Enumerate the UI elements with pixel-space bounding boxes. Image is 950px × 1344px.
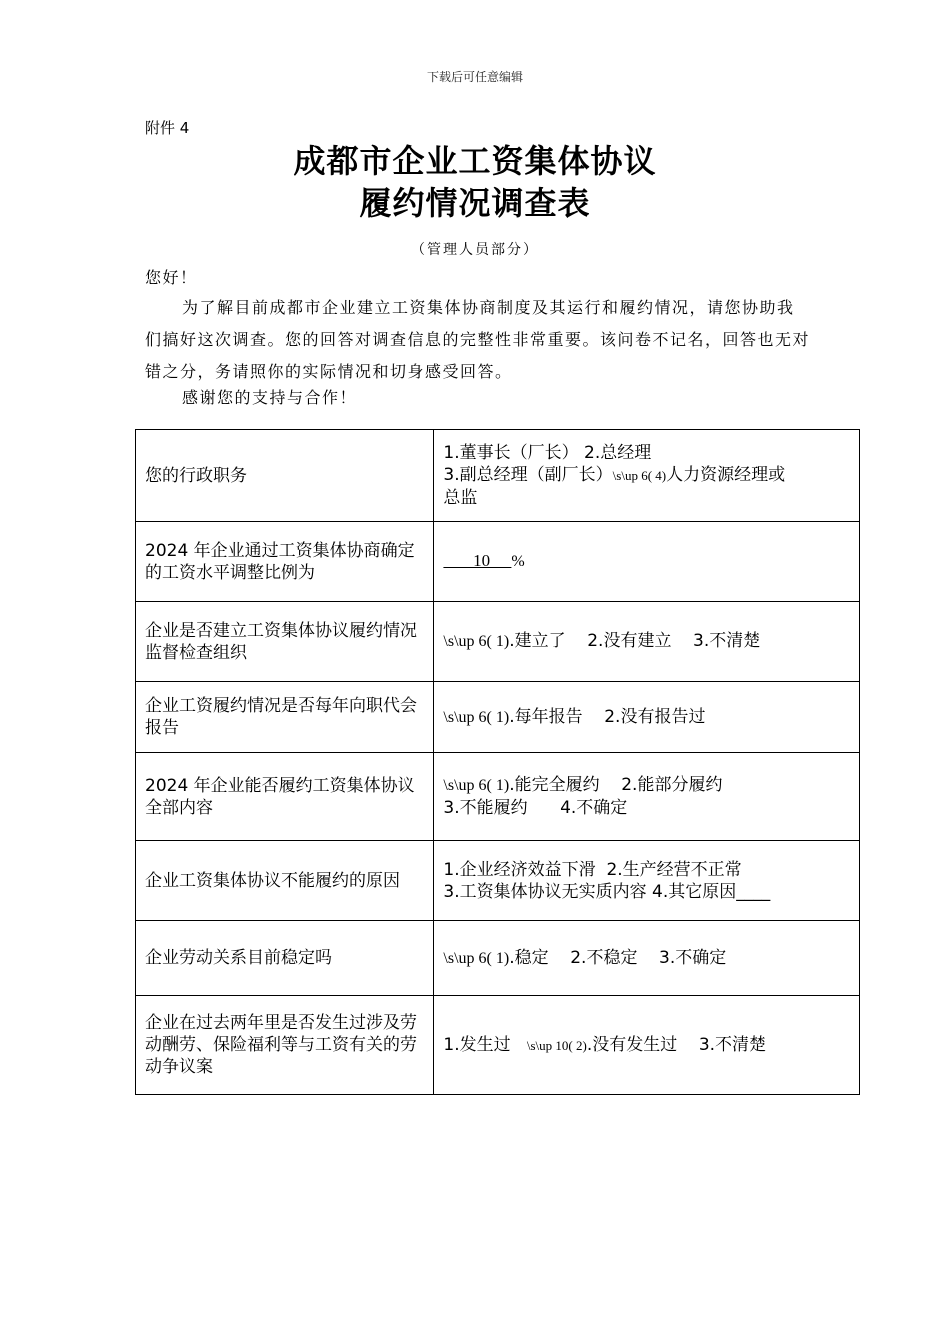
document-subtitle: （管理人员部分） — [411, 242, 539, 258]
answer-text: 1.发生过 — [443, 1034, 527, 1055]
answer-text: .建立了 2.没有建立 3.不清楚 — [509, 631, 761, 651]
intro-paragraph: 为了解目前成都市企业建立工资集体协商制度及其运行和履约情况，请您协助我们搞好这次调查。您的回答对调查信息的完整性非常重要。该问卷不记名，回答也无对错之分，务请照你的实际情况和切身感受回答。 — [145, 298, 811, 381]
fill-blank-value: 10 — [443, 551, 512, 570]
answer-cell — [434, 921, 860, 996]
question-cell: 企业在过去两年里是否发生过涉及劳动酬劳、保险福利等与工资有关的劳动争议案 — [136, 996, 434, 1095]
document-title-line2: 履约情况调查表 — [359, 184, 591, 222]
field-code: \s\up 6( 1) — [443, 777, 510, 794]
answer-cell — [434, 996, 860, 1095]
answer-text: .没有发生过 3.不清楚 — [586, 1034, 767, 1055]
answer-text: .每年报告 2.没有报告过 — [509, 706, 706, 727]
table-row — [136, 430, 860, 522]
answer-cell — [434, 753, 860, 841]
question-cell: 企业工资履约情况是否每年向职代会报告 — [136, 682, 434, 753]
field-code: \s\up 6( 1) — [443, 949, 510, 967]
answer-cell — [434, 522, 860, 602]
attachment-label: 附件 4 — [145, 119, 190, 137]
table-row — [136, 753, 860, 841]
answer-text: .能完全履约 2.能部分履约 — [509, 775, 723, 795]
answer-line: 3.不能履约 4.不确定 — [443, 798, 628, 818]
field-code: \s\up 10( 2) — [526, 1037, 587, 1053]
table-row — [136, 602, 860, 682]
table-row — [136, 841, 860, 921]
page-header: 下载后可任意编辑 — [426, 70, 523, 84]
question-cell: 企业劳动关系目前稳定吗 — [136, 921, 434, 996]
answer-cell — [434, 682, 860, 753]
answer-line: 1.董事长（厂长） 2.总经理 — [443, 443, 652, 463]
document-title-line1: 成都市企业工资集体协议 — [293, 142, 657, 180]
field-code: \s\up 6( 1) — [443, 633, 510, 650]
table-row — [136, 921, 860, 996]
question-cell: 2024 年企业通过工资集体协商确定的工资水平调整比例为 — [136, 522, 434, 602]
answer-cell — [434, 430, 860, 522]
table-row — [136, 522, 860, 602]
answer-line — [443, 774, 850, 797]
answer-text: 3.副总经理（副厂长） — [443, 465, 613, 485]
answer-cell — [434, 602, 860, 682]
question-cell: 企业是否建立工资集体协议履约情况监督检查组织 — [136, 602, 434, 682]
thanks-text: 感谢您的支持与合作！ — [182, 388, 358, 407]
answer-text: 人力资源经理或 — [666, 465, 786, 485]
answer-text: .稳定 2.不稳定 3.不确定 — [509, 947, 727, 968]
answer-line: 总监 — [443, 488, 478, 508]
greeting: 您好！ — [145, 268, 198, 287]
question-cell: 企业工资集体协议不能履约的原因 — [136, 841, 434, 921]
table-row — [136, 996, 860, 1095]
field-code: \s\up 6( 4) — [612, 468, 667, 483]
table-row — [136, 682, 860, 753]
question-cell: 2024 年企业能否履约工资集体协议全部内容 — [136, 753, 434, 841]
answer-cell — [434, 841, 860, 921]
answer-line: 1.企业经济效益下滑 2.生产经营不正常 — [443, 859, 742, 880]
answer-unit: % — [511, 553, 525, 570]
survey-table — [135, 429, 860, 1095]
field-code: \s\up 6( 1) — [443, 708, 510, 726]
question-cell: 您的行政职务 — [136, 430, 434, 522]
answer-line: 3.工资集体协议无实质内容 4.其它原因____ — [443, 881, 771, 902]
answer-line — [443, 464, 850, 487]
